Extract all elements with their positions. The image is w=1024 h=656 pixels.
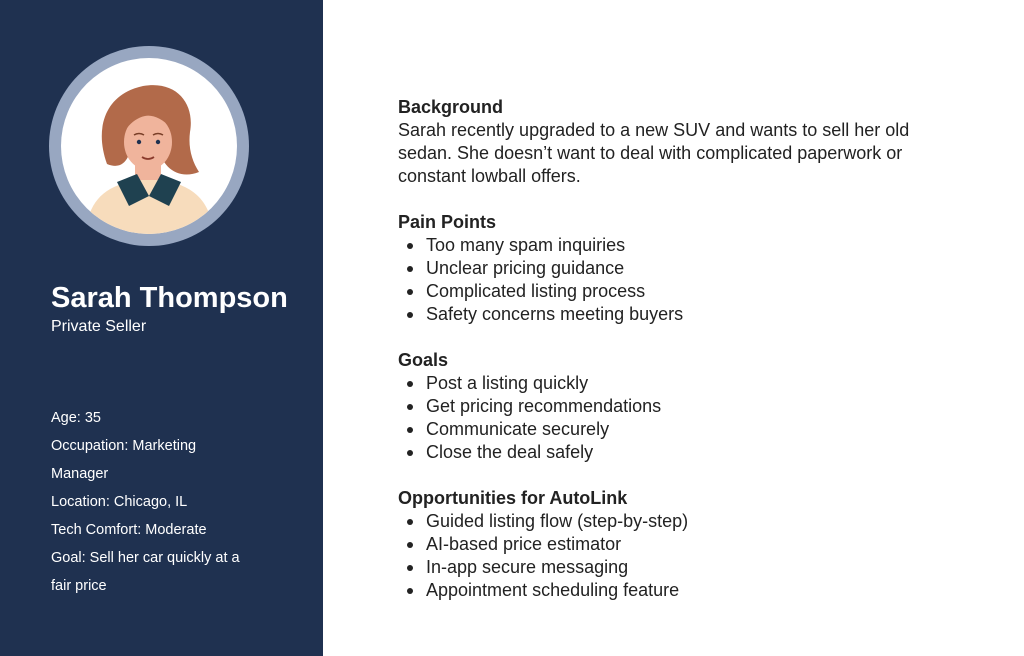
detail-occupation: Occupation: Marketing <box>51 438 197 454</box>
list-item <box>398 441 958 464</box>
list-item <box>398 418 958 441</box>
bullet-icon <box>407 565 413 571</box>
detail-tech-comfort: Tech Comfort: Moderate <box>51 522 207 538</box>
persona-details <box>51 404 281 600</box>
list-item <box>398 257 958 280</box>
goals-section <box>398 349 958 464</box>
list-item-text: Safety concerns meeting buyers <box>426 304 684 324</box>
opportunities-section <box>398 487 958 602</box>
detail-location: Location: Chicago, IL <box>51 494 188 510</box>
opportunities-heading: Opportunities for AutoLink <box>398 488 628 508</box>
persona-name: Sarah Thompson <box>51 282 288 314</box>
persona-sidebar <box>0 0 323 656</box>
persona-role: Private Seller <box>51 318 147 335</box>
eye-right <box>156 140 160 144</box>
list-item-text: Complicated listing process <box>426 281 646 301</box>
background-text: Sarah recently upgraded to a new SUV and wants to sell her old sedan. She doesn’t want to deal with complicated paperwork or constant lowball offers. <box>398 120 910 186</box>
list-item-text: In-app secure messaging <box>426 557 629 577</box>
list-item <box>398 556 958 579</box>
list-item-text: Appointment scheduling feature <box>426 580 680 600</box>
list-item-text: Communicate securely <box>426 419 610 439</box>
pain-points-list <box>398 234 958 326</box>
avatar <box>49 46 249 246</box>
list-item <box>398 303 958 326</box>
detail-goal: Goal: Sell her car quickly at a <box>51 550 240 566</box>
list-item <box>398 579 958 602</box>
list-item-text: Unclear pricing guidance <box>426 258 625 278</box>
list-item <box>398 372 958 395</box>
pain-points-section <box>398 211 958 326</box>
bullet-icon <box>407 243 413 249</box>
bullet-icon <box>407 404 413 410</box>
bullet-icon <box>407 312 413 318</box>
opportunities-list <box>398 510 958 602</box>
persona-content <box>398 96 958 625</box>
background-section <box>398 96 958 188</box>
detail-occupation-continued: Manager <box>51 466 109 482</box>
list-item <box>398 280 958 303</box>
detail-age: Age: 35 <box>51 410 101 426</box>
bullet-icon <box>407 588 413 594</box>
bullet-icon <box>407 266 413 272</box>
detail-goal-continued: fair price <box>51 578 107 594</box>
list-item <box>398 395 958 418</box>
avatar-illustration <box>49 46 249 246</box>
bullet-icon <box>407 519 413 525</box>
list-item-text: AI-based price estimator <box>426 534 622 554</box>
list-item-text: Post a listing quickly <box>426 373 589 393</box>
list-item-text: Close the deal safely <box>426 442 594 462</box>
bullet-icon <box>407 381 413 387</box>
list-item <box>398 510 958 533</box>
list-item <box>398 533 958 556</box>
goals-heading: Goals <box>398 350 449 370</box>
bullet-icon <box>407 427 413 433</box>
list-item-text: Get pricing recommendations <box>426 396 662 416</box>
goals-list <box>398 372 958 464</box>
pain-points-heading: Pain Points <box>398 212 497 232</box>
bullet-icon <box>407 542 413 548</box>
bullet-icon <box>407 289 413 295</box>
background-heading: Background <box>398 97 504 117</box>
list-item-text: Too many spam inquiries <box>426 235 626 255</box>
eye-left <box>137 140 141 144</box>
bullet-icon <box>407 450 413 456</box>
list-item <box>398 234 958 257</box>
list-item-text: Guided listing flow (step-by-step) <box>426 511 689 531</box>
